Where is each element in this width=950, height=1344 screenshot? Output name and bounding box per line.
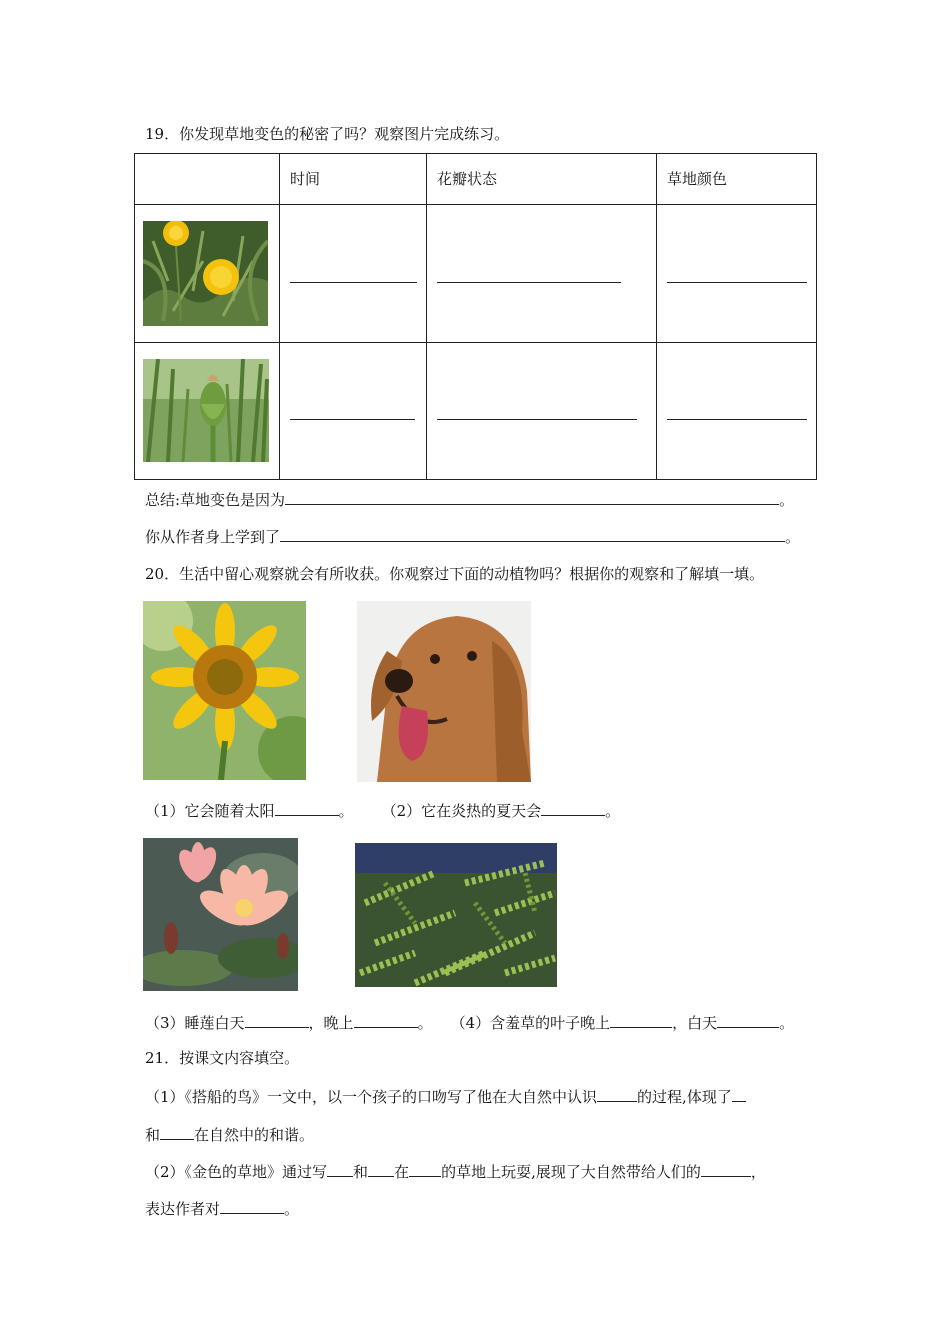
q20-row1 xyxy=(145,800,620,821)
row2-color-blank[interactable] xyxy=(667,419,807,420)
dandelion-bloom-image xyxy=(143,221,268,326)
learn-blank[interactable] xyxy=(280,526,785,542)
row2-color-cell xyxy=(657,343,817,480)
row2-petal-cell xyxy=(427,343,657,480)
item3-day-blank[interactable] xyxy=(245,1012,309,1028)
q19-learn-line xyxy=(145,526,800,547)
dog-image xyxy=(357,601,531,782)
q21-title: 21．按课文内容填空。 xyxy=(145,1049,300,1067)
q21-blank-color[interactable] xyxy=(409,1161,441,1177)
item1-blank[interactable] xyxy=(275,800,339,816)
item1-prefix: （1）它会随着太阳 xyxy=(145,802,275,820)
row1-color-blank[interactable] xyxy=(667,282,807,283)
item4-night-blank[interactable] xyxy=(610,1012,672,1028)
item3-prefix: （3）睡莲白天 xyxy=(145,1014,245,1032)
summary-label: 总结:草地变色是因为 xyxy=(145,491,286,509)
item3-night-blank[interactable] xyxy=(354,1012,418,1028)
learn-label: 你从作者身上学到了 xyxy=(145,528,281,546)
row1-time-blank[interactable] xyxy=(290,282,417,283)
q21-l1a: （1）《搭船的鸟》一文中，以一个孩子的口吻写了他在大自然中认识 xyxy=(145,1088,598,1106)
q21-line4 xyxy=(145,1198,299,1219)
header-petal-state: 花瓣状态 xyxy=(427,154,657,205)
header-grass-color: 草地颜色 xyxy=(657,154,817,205)
item4-mid: ，白天 xyxy=(672,1014,718,1032)
q19-summary-line xyxy=(145,489,794,510)
row1-color-cell xyxy=(657,205,817,343)
q21-blank-who1[interactable] xyxy=(327,1161,353,1177)
observation-table xyxy=(134,153,817,480)
item2-prefix: （2）它在炎热的夏天会 xyxy=(381,802,542,820)
row1-time-cell xyxy=(280,205,427,343)
item3-period: 。 xyxy=(417,1014,433,1032)
row1-petal-blank[interactable] xyxy=(437,282,621,283)
row1-image-cell xyxy=(135,205,280,343)
q21-blank-person[interactable] xyxy=(732,1086,746,1102)
q21-l3b: 和 xyxy=(353,1163,369,1181)
q21-line3 xyxy=(145,1161,766,1182)
q20-row2 xyxy=(145,1012,794,1033)
row2-time-cell xyxy=(280,343,427,480)
q21-line2 xyxy=(145,1124,314,1145)
q21-blank-joy[interactable] xyxy=(701,1161,751,1177)
q21-blank-bird[interactable] xyxy=(597,1086,637,1102)
q21-l3c: 在 xyxy=(394,1163,410,1181)
item4-day-blank[interactable] xyxy=(717,1012,779,1028)
item4-prefix: （4）含羞草的叶子晚上 xyxy=(450,1014,611,1032)
row2-image-cell xyxy=(135,343,280,480)
q21-l2a: 和 xyxy=(145,1126,161,1144)
item2-blank[interactable] xyxy=(541,800,605,816)
mimosa-image xyxy=(355,843,557,987)
item3-mid: ，晚上 xyxy=(308,1014,354,1032)
q21-l1b: 的过程,体现了 xyxy=(637,1088,732,1106)
q21-line1 xyxy=(145,1086,746,1107)
q21-l2b: 在自然中的和谐。 xyxy=(194,1126,315,1144)
sunflower-image xyxy=(143,601,306,780)
q21-l3a: （2）《金色的草地》通过写 xyxy=(145,1163,328,1181)
item4-period: 。 xyxy=(779,1014,795,1032)
q21-blank-who2[interactable] xyxy=(368,1161,394,1177)
summary-blank[interactable] xyxy=(285,489,779,505)
q21-period: 。 xyxy=(284,1200,300,1218)
q21-l4a: 表达作者对 xyxy=(145,1200,221,1218)
item2-period: 。 xyxy=(605,802,621,820)
q21-blank-feeling[interactable] xyxy=(220,1198,284,1214)
q21-l3d: 的草地上玩耍,展现了大自然带给人们的 xyxy=(441,1163,701,1181)
q21-blank-animal[interactable] xyxy=(160,1124,194,1140)
row1-petal-cell xyxy=(427,205,657,343)
q19-title: 19．你发现草地变色的秘密了吗？观察图片完成练习。 xyxy=(145,125,510,143)
header-time: 时间 xyxy=(280,154,427,205)
table-corner-cell xyxy=(135,154,280,205)
row2-petal-blank[interactable] xyxy=(437,419,637,420)
summary-period: 。 xyxy=(779,491,795,509)
learn-period: 。 xyxy=(785,528,801,546)
water-lily-image xyxy=(143,838,298,991)
row2-time-blank[interactable] xyxy=(290,419,415,420)
q21-l3e: ， xyxy=(750,1163,766,1181)
q20-title: 20．生活中留心观察就会有所收获。你观察过下面的动植物吗？根据你的观察和了解填一填。 xyxy=(145,565,765,583)
item1-period: 。 xyxy=(338,802,354,820)
dandelion-closed-image xyxy=(143,359,269,462)
